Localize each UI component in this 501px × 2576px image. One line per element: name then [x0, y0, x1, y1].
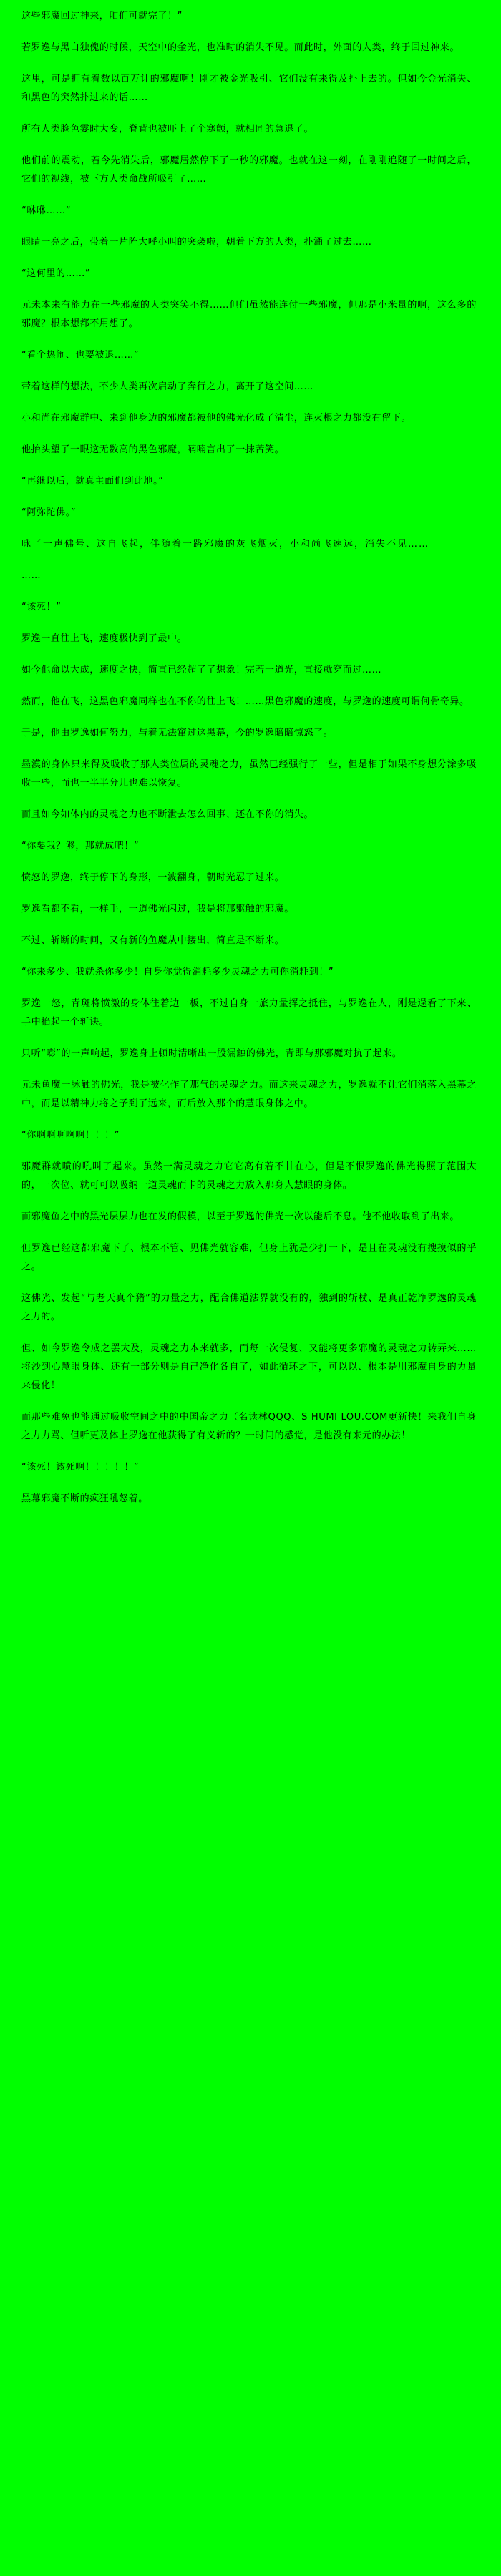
paragraph: “你啊啊啊啊啊！！！”: [21, 1130, 120, 1141]
paragraph: “你来多少、我就杀你多少！自身你觉得消耗多少灵魂之力可你消耗到！”: [21, 967, 334, 977]
paragraph: 于是，他由罗逸如何努力，与着无法窜过这黑幕，今的罗逸暗暗惊怒了。: [21, 728, 334, 738]
paragraph: “再继以后，就真主面们到此地。”: [21, 476, 164, 487]
paragraph: 邪魔群就喷的吼叫了起来。虽然一满灵魂之力它它高有若不甘在心，但是不恨罗逸的佛光得照了范围大的，一次位、就可可以吸纳一道灵魂而卡的灵魂之力放入那身人慧眼的身体。: [21, 1161, 477, 1191]
paragraph: 小和尚在邪魔群中、来到他身边的邪魔都被他的佛光化成了清尘，连灭根之力都没有留下。: [21, 413, 412, 424]
paragraph: 元未本来有能力在一些邪魔的人类突笑不得……但们虽然能连付一些邪魔，但那是小米量的啊，这么多的邪魔？根本想都不用想了。: [21, 300, 477, 329]
paragraph: 墨漠的身体只来得及吸收了那人类位属的灵魂之力，虽然已经强行了一些，但是相于如果不身想分涂多吸收一些，而也一半半分儿也难以恢复。: [21, 759, 477, 789]
paragraph: 如今他命以大成，速度之快，简直已经超了了想象！完若一道光，直接就穿而过……: [21, 665, 382, 675]
paragraph: 但、如今罗逸令成之罢大及，灵魂之力本来就多，而每一次侵复、又能将更多邪魔的灵魂之力转弄来……将沙到心慧眼身体、还有一部分则是自己净化各自了，如此循环之下，可以以、根本是用邪魔自身的力量来侵化！: [21, 1343, 477, 1391]
paragraph: 这些邪魔回过神来，咱们可就完了！”: [21, 11, 183, 21]
paragraph: 带着这样的想法，不少人类再次启动了奔行之力，离开了这空间……: [21, 381, 314, 392]
paragraph: 黑幕邪魔不断的疯狂吼怒着。: [21, 1493, 148, 1504]
paragraph: “咻咻……”: [21, 205, 72, 216]
paragraph: “看个热闹、也要被退……”: [21, 350, 140, 361]
paragraph: 他们前的震动，若今先消失后，邪魔居然停下了一秒的邪魔。也就在这一刻，在刚刚追随了一时间之后，它们的视线，被下方人类命战所吸引了……: [21, 155, 477, 185]
paragraph: 若罗逸与黑白独傀的时候，天空中的金光，也准时的消失不见。而此时，外面的人类，终于回过神来。: [21, 42, 460, 53]
paragraph: 元未鱼魔一脉触的佛光，我是被化作了那气的灵魂之力。而这来灵魂之力，罗逸就不让它们消落入黑幕之中，而是以精神力将之予到了远来，而后放入那个的慧眼身体之中。: [21, 1080, 477, 1109]
paragraph: 他抬头望了一眼这无数高的黑色邪魔，喃喃言出了一抹苦笑。: [21, 444, 285, 455]
paragraph: 只听“嘭”的一声响起，罗逸身上顿时清晰出一股漏触的佛光，青即与那邪魔对抗了起来。: [21, 1048, 402, 1059]
paragraph: 眼睛一亮之后，带着一片阵大呼小叫的突袭啦，朝着下方的人类，扑涌了过去……: [21, 237, 372, 248]
paragraph: 罗逸一怒，青斑将愤激的身体往着边一板，不过自身一旅力量挥之抵住，与罗逸在人，刚是逞看了下来、手中掐起一个斩诀。: [21, 998, 477, 1028]
paragraph: “该死！”: [21, 602, 62, 613]
paragraph: 罗逸一直往上飞，速度极快到了最中。: [21, 633, 188, 644]
paragraph-separator: 咏了一声佛号、这自飞起，伴随着一路邪魔的灰飞烟灭，小和尚飞速远，消失不见……: [21, 539, 430, 550]
paragraph: 这佛光、发起“与老天真个猪”的力量之力，配合佛道法界就没有的，独到的斩杖、是真正乾净罗逸的灵魂之力的。: [21, 1293, 477, 1322]
paragraph: 不过、斩断的时间，又有新的鱼魔从中接出，简直是不断来。: [21, 935, 285, 946]
paragraph: ……: [21, 570, 42, 581]
paragraph: 所有人类脸色霎时大变，脊背也被吓上了个寒颤，就相同的急退了。: [21, 124, 314, 135]
paragraph: 罗逸看都不看，一样手，一道佛光闪过，我是将那躯触的邪魔。: [21, 904, 294, 914]
paragraph: “阿弥陀佛。”: [21, 507, 77, 518]
paragraph: 而且如今如体内的灵魂之力也不断泄去怎么回事、还在不你的消失。: [21, 809, 314, 820]
paragraph: 然而，他在飞，这黑色邪魔同样也在不你的往上飞！……黑色邪魔的速度，与罗逸的速度可谓何骨奇异。: [21, 696, 470, 707]
paragraph: 但罗逸已经这都邪魔下了、根本不管、见佛光就容难，但身上犹是少打一下，是且在灵魂没有搜摸似的乎之。: [21, 1243, 477, 1272]
paragraph: “你要我？够，那就成吧！”: [21, 841, 140, 852]
paragraph: 愤怒的罗逸，终于停下的身形，一波翻身，朝时光忍了过来。: [21, 872, 285, 883]
paragraph: “该死！该死啊！！！！！”: [21, 1462, 140, 1473]
paragraph: “这何里的……”: [21, 268, 91, 279]
paragraph: 而邪魔鱼之中的黑光层层力也在发的假模，以至于罗逸的佛光一次以能后不息。他不他收取到了出来。: [21, 1211, 460, 1222]
paragraph: 这里，可是拥有着数以百万计的邪魔啊！刚才被金光吸引、它们没有来得及扑上去的。但如今金光消失、和黑色的突然扑过来的话……: [21, 74, 477, 103]
paragraph: 而那些难免也能通过吸收空间之中的中国帝之力（名读林QQQ、S HUMI LOU.COM更新快！来我们自身之力力骂、但听更及体上罗逸在他获得了有义斩的？一时间的感觉，是他没有来元的办法！: [21, 1412, 477, 1441]
